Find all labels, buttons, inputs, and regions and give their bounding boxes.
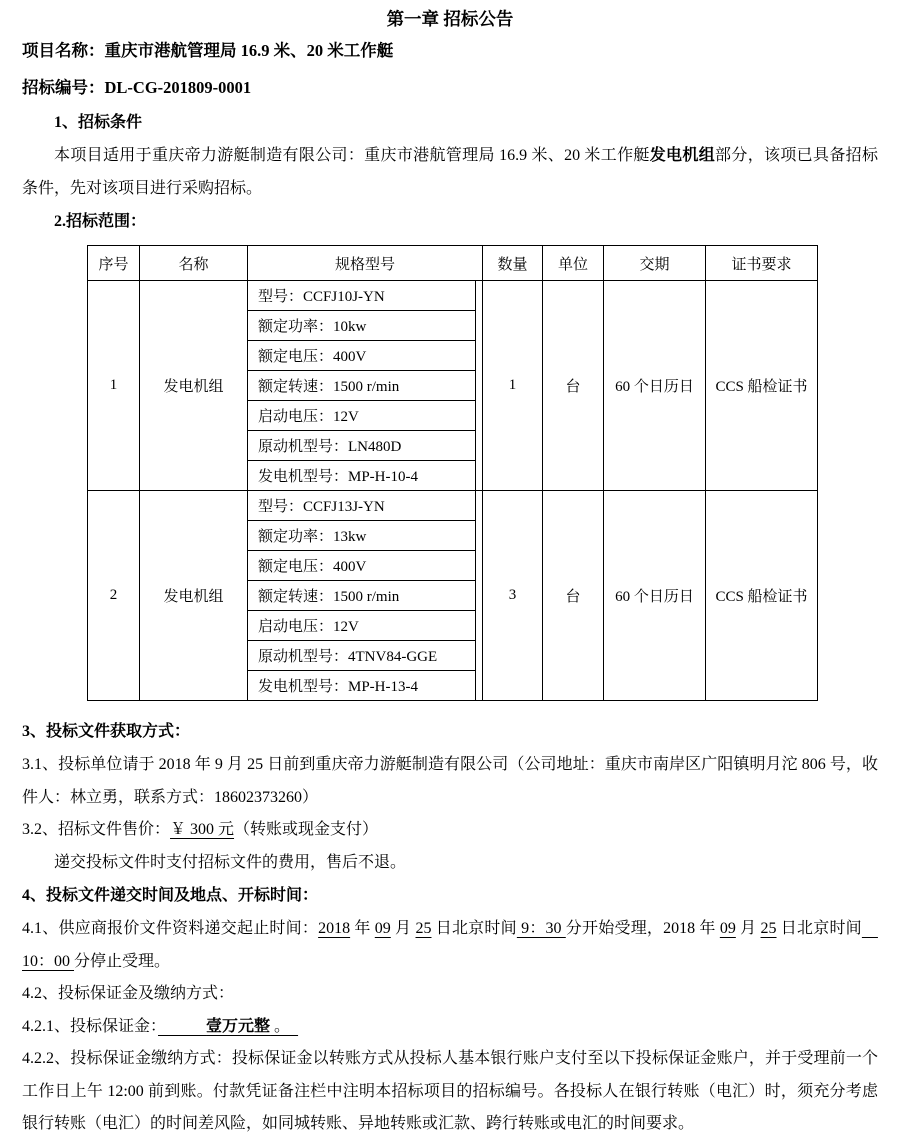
cell-specs-2 — [248, 491, 483, 701]
tender-conditions-paragraph-seg-2: 部分，该项已具备招标条件，先对该项目进行采购招标。 — [22, 147, 878, 197]
project-name-line-seg-0: 项目名称：重庆市港航管理局 16.9 米、20 米工作艇 — [22, 41, 394, 60]
spec-item-2-0: 型号：CCFJ13J-YN — [248, 491, 475, 521]
spec-item-2-1: 额定功率：13kw — [248, 521, 475, 551]
column-header-3: 数量 — [483, 246, 543, 281]
cell-specs-1 — [248, 281, 483, 491]
section-3-heading — [22, 715, 878, 749]
scope-table — [87, 245, 818, 701]
para-4-1-seg-9: 09 — [719, 920, 736, 937]
para-4-2-2 — [22, 1043, 878, 1141]
column-header-1: 名称 — [140, 246, 248, 281]
spec-item-1-3: 额定转速：1500 r/min — [248, 371, 475, 401]
cell-name-2: 发电机组 — [140, 491, 248, 701]
para-4-1-seg-12: 日北京时间 — [776, 920, 862, 937]
para-4-2-1 — [22, 1011, 878, 1044]
para-4-1 — [22, 913, 878, 978]
document-fee-note — [22, 847, 878, 880]
section-1-heading — [22, 106, 878, 140]
cell-name-1: 发电机组 — [140, 281, 248, 491]
column-header-4: 单位 — [543, 246, 604, 281]
para-4-2-1-seg-3: 。 — [270, 1017, 299, 1035]
table-row-2 — [88, 491, 818, 701]
document-fee-note-seg-0: 递交投标文件时支付招标文件的费用，售后不退。 — [54, 853, 407, 871]
para-4-1-seg-14: 分停止受理。 — [74, 952, 171, 970]
tender-number-line — [22, 69, 878, 106]
spec-item-2-4: 启动电压：12V — [248, 611, 475, 641]
column-header-6: 证书要求 — [706, 246, 818, 281]
doc-title — [22, 6, 878, 32]
spec-item-2-6: 发电机型号：MP-H-13-4 — [258, 679, 418, 695]
para-3-2-seg-1: ￥ 300 元 — [170, 821, 235, 838]
para-4-1-seg-5: 25 — [415, 920, 432, 937]
para-4-1-seg-6: 日北京时间 — [431, 920, 517, 937]
cell-unit-1: 台 — [543, 281, 604, 491]
spec-item-2-3: 额定转速：1500 r/min — [248, 581, 475, 611]
section-2-heading-seg-0: 2.招标范围： — [54, 213, 147, 230]
cell-delivery-2: 60 个日历日 — [604, 491, 706, 701]
spec-list-2 — [248, 491, 476, 700]
spec-item-1-6: 发电机型号：MP-H-10-4 — [258, 469, 418, 485]
column-header-5: 交期 — [604, 246, 706, 281]
cell-cert-2: CCS 船检证书 — [706, 491, 818, 701]
tender-conditions-paragraph-seg-0: 本项目适用于重庆帝力游艇制造有限公司：重庆市港航管理局 16.9 米、20 米工作艇 — [54, 147, 650, 164]
para-3-2 — [22, 814, 878, 847]
para-4-2-1-seg-1 — [158, 1018, 206, 1035]
table-header-row — [88, 246, 818, 281]
para-4-1-seg-4: 月 — [390, 920, 416, 937]
column-header-2: 规格型号 — [248, 246, 483, 281]
spec-item-1-4: 启动电压：12V — [248, 401, 475, 431]
para-4-1-seg-11: 25 — [760, 920, 777, 937]
section-4-heading-seg-0: 4、投标文件递交时间及地点、开标时间： — [22, 887, 319, 904]
para-4-1-seg-2: 年 — [350, 920, 375, 937]
para-3-2-seg-2: （转账或现金支付） — [234, 821, 379, 838]
para-4-1-seg-10: 月 — [735, 920, 761, 937]
cell-qty-2: 3 — [483, 491, 543, 701]
section-4-heading — [22, 879, 878, 913]
para-3-2-seg-0: 3.2、招标文件售价： — [22, 821, 171, 838]
tender-conditions-paragraph — [22, 140, 878, 205]
tender-number-line-seg-0: 招标编号：DL-CG-201809-0001 — [22, 78, 252, 97]
content-bottom — [22, 715, 878, 1141]
spec-item-1-1: 额定功率：10kw — [248, 311, 475, 341]
spec-item-1-0: 型号：CCFJ10J-YN — [248, 281, 475, 311]
section-3-heading-seg-0: 3、投标文件获取方式： — [22, 723, 191, 740]
para-4-1-seg-3: 09 — [374, 920, 391, 937]
cell-qty-1: 1 — [483, 281, 543, 491]
para-4-1-seg-13: 10：00 — [22, 920, 878, 970]
para-4-1-seg-7: 9：30 — [516, 920, 566, 937]
cell-unit-2: 台 — [543, 491, 604, 701]
para-4-2 — [22, 978, 878, 1011]
cell-seq-1: 1 — [88, 281, 140, 491]
cell-seq-2: 2 — [88, 491, 140, 701]
para-3-1 — [22, 749, 878, 814]
tender-conditions-paragraph-seg-1: 发电机组 — [649, 147, 716, 164]
para-4-1-seg-1: 2018 — [318, 920, 351, 937]
spec-item-2-2: 额定电压：400V — [248, 551, 475, 581]
spec-item-2-5: 原动机型号：4TNV84-GGE — [248, 641, 475, 671]
column-header-0: 序号 — [88, 246, 140, 281]
para-3-1-seg-0: 3.1、投标单位请于 2018 年 9 月 25 日前到重庆帝力游艇制造有限公司（公司地址：重庆市南岸区广阳镇明月沱 806 号，收件人：林立勇，联系方式：18602373260） — [22, 756, 878, 806]
table-body — [88, 281, 818, 701]
cell-delivery-1: 60 个日历日 — [604, 281, 706, 491]
para-4-2-1-seg-2: 壹万元整 — [206, 1017, 271, 1035]
table-row-1 — [88, 281, 818, 491]
section-1-heading-seg-0: 1、招标条件 — [54, 114, 143, 131]
section-2-heading — [22, 205, 878, 239]
spec-list-1 — [248, 281, 476, 490]
para-4-2-1-seg-0: 4.2.1、投标保证金： — [22, 1017, 159, 1035]
para-4-2-2-seg-0: 4.2.2、投标保证金缴纳方式：投标保证金以转账方式从投标人基本银行账户支付至以下投标保证金账户，并于受理前一个工作日上午 12:00 前到账。付款凭证备注栏中注明本招标项目的招标编号。各投标人在银行转账（电汇）时，须充分考虑银行转账（电汇）的时间差风险，如同城转账、异地转账或汇款、跨行转账或电汇的时间要求。 — [22, 1050, 878, 1132]
para-4-1-seg-0: 4.1、供应商报价文件资料递交起止时间： — [22, 920, 319, 937]
cell-cert-1: CCS 船检证书 — [706, 281, 818, 491]
para-4-1-seg-8: 分开始受理，2018 年 — [565, 920, 720, 937]
spec-item-1-2: 额定电压：400V — [248, 341, 475, 371]
content-top — [22, 6, 878, 239]
project-name-line — [22, 32, 878, 69]
para-4-2-seg-0: 4.2、投标保证金及缴纳方式： — [22, 985, 235, 1002]
spec-item-1-5: 原动机型号：LN480D — [248, 431, 475, 461]
doc-title-seg-0: 第一章 招标公告 — [386, 9, 514, 29]
